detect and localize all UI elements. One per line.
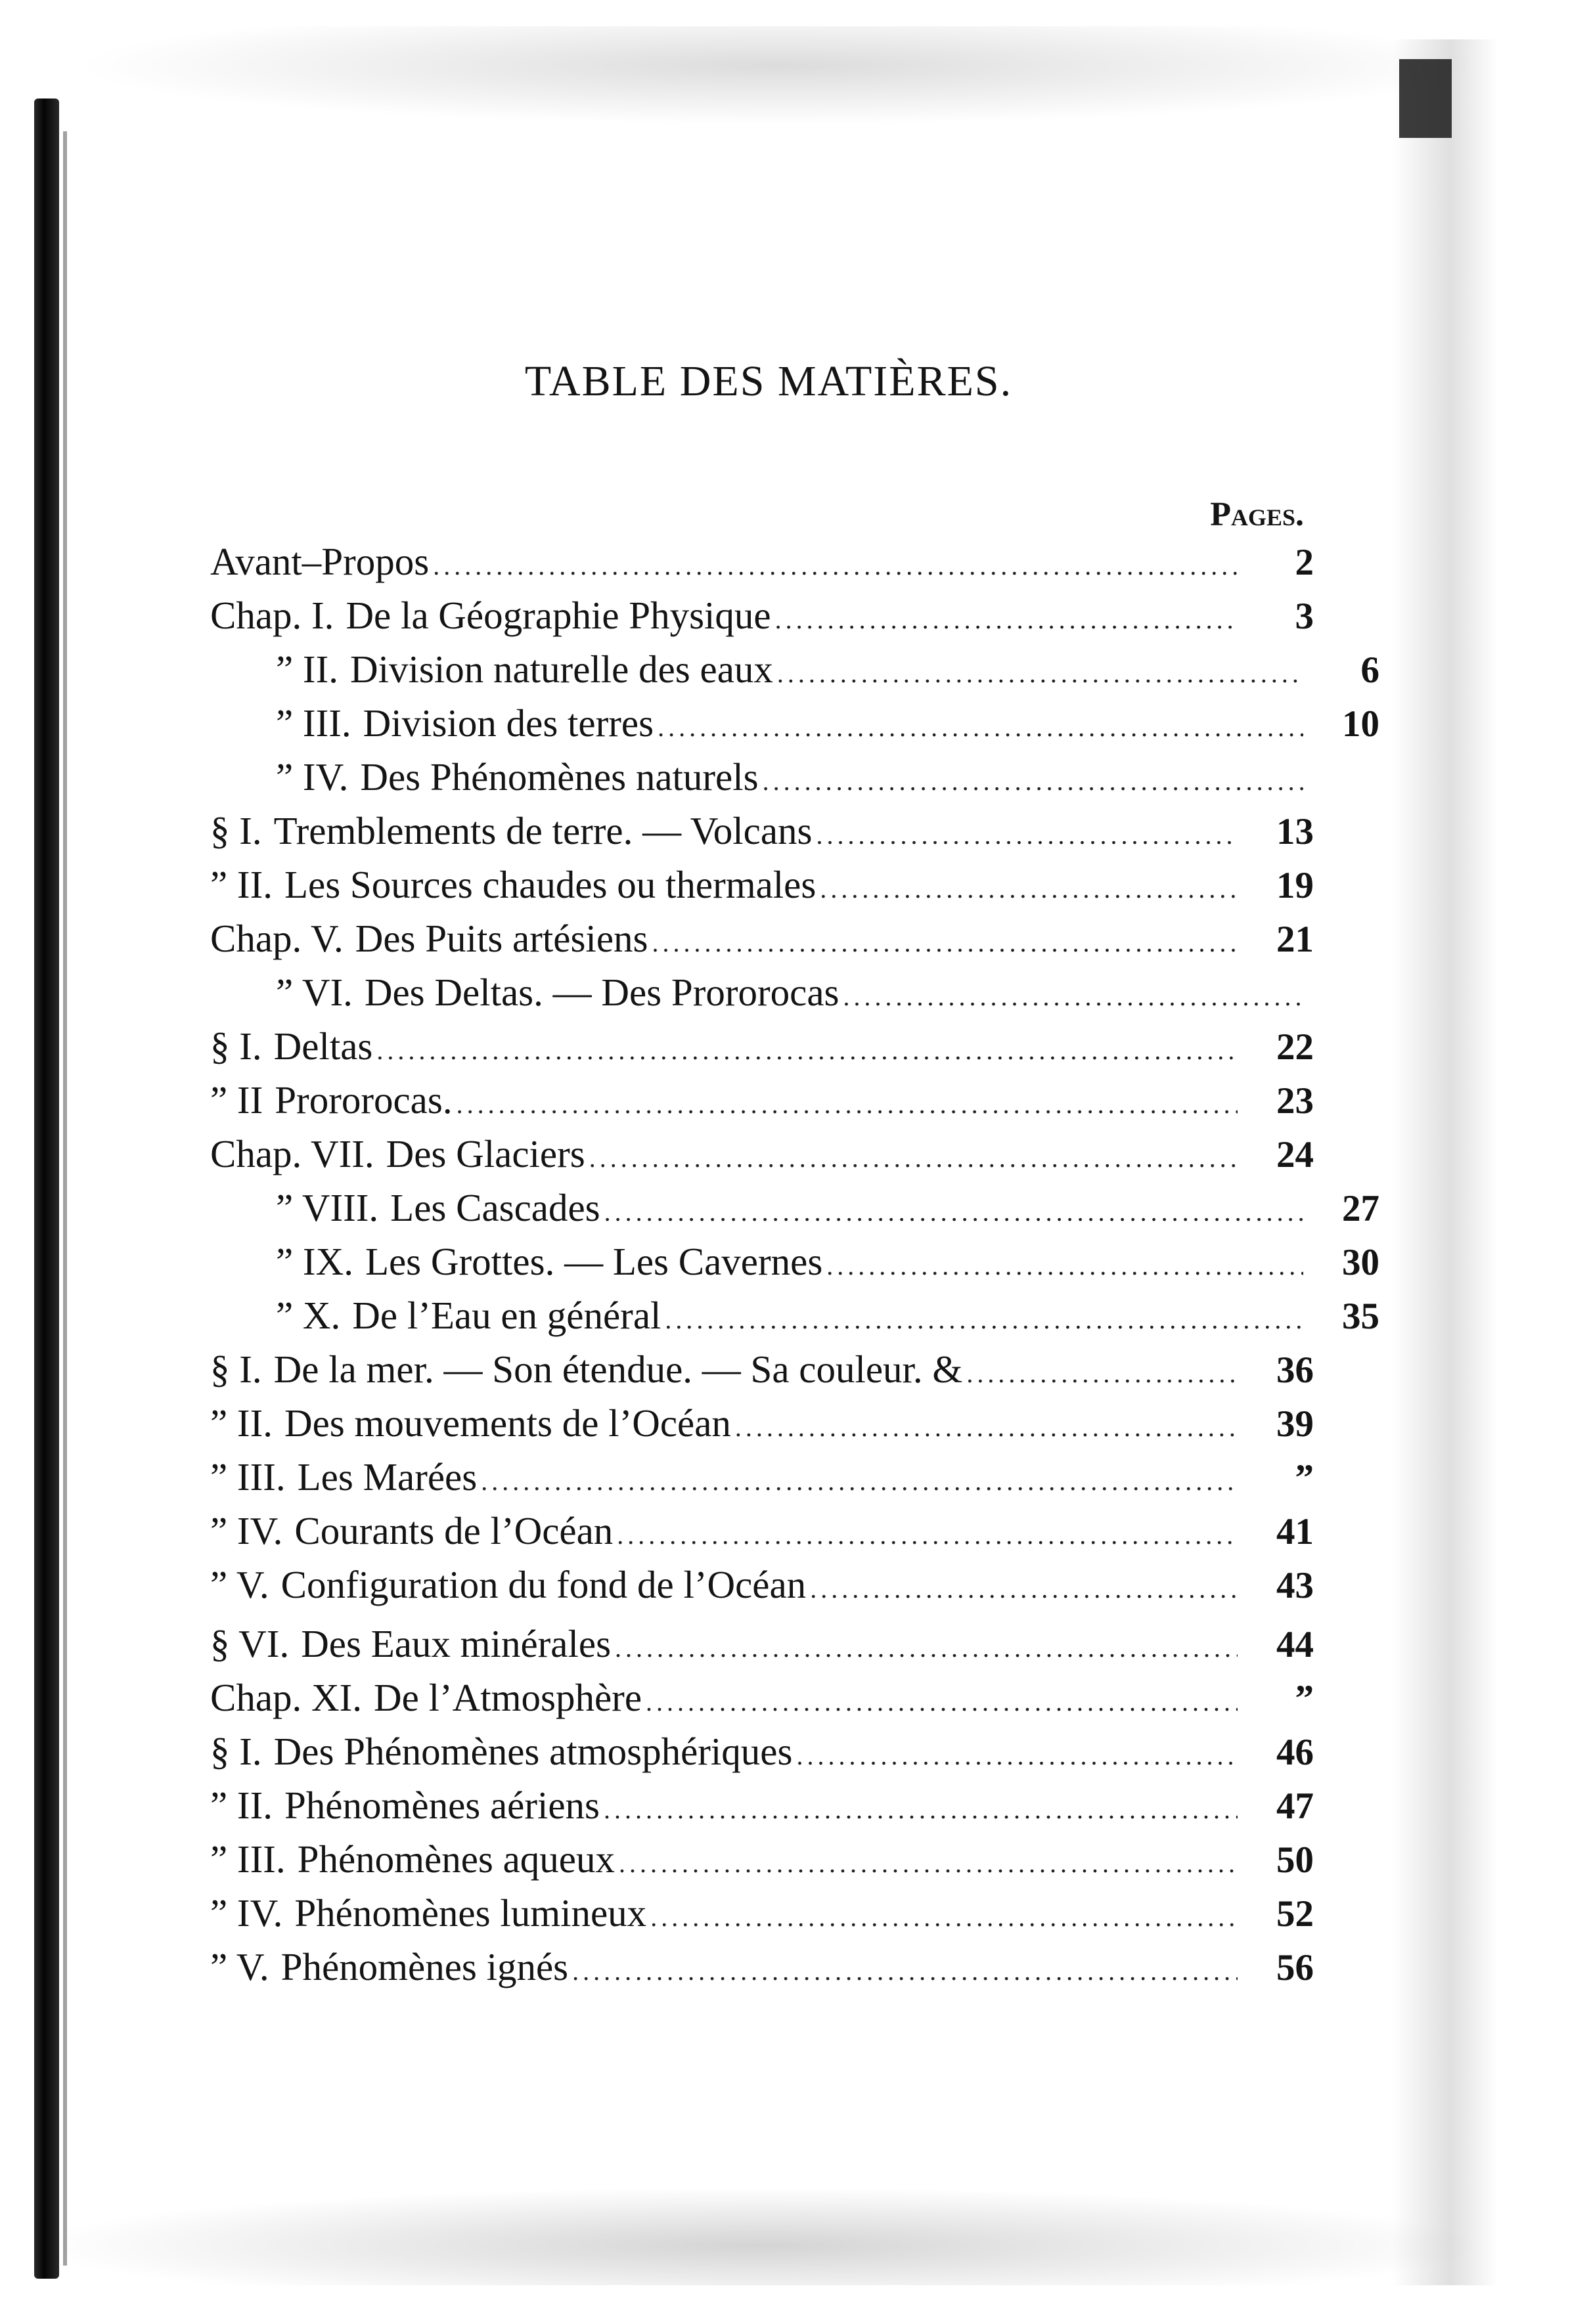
toc-entry-title: De l’Eau en général (352, 1294, 661, 1337)
toc-entry (210, 804, 1314, 857)
toc-entry-title: Prororocas. (275, 1078, 453, 1122)
dot-leader (735, 1401, 1238, 1454)
toc-entry (210, 1779, 1314, 1831)
toc-entry-number: ” VIII. (276, 1186, 379, 1229)
book-spine (34, 99, 59, 2279)
toc-entry-title: Division des terres (363, 701, 654, 745)
toc-entry-page-number: 47 (1276, 1786, 1314, 1827)
page-edge-bottom-wear (26, 2187, 1491, 2285)
dot-leader (775, 594, 1238, 646)
toc-entry (210, 1235, 1379, 1288)
toc-entry-page-number: 21 (1276, 919, 1314, 960)
toc-entry-title: Les Cascades (390, 1186, 600, 1229)
dot-leader (481, 1455, 1238, 1508)
toc-entry (210, 1128, 1314, 1180)
toc-entry-number: ” II (210, 1078, 263, 1122)
book-spine-shadow (63, 131, 67, 2266)
toc-entry (210, 1558, 1314, 1611)
toc-entry (210, 643, 1379, 695)
toc-entry (210, 1671, 1314, 1724)
toc-entry-number: ” II. (276, 647, 338, 691)
dot-leader (376, 1024, 1238, 1077)
toc-entry (210, 1397, 1314, 1449)
toc-entry (210, 858, 1314, 911)
toc-entry (210, 1940, 1314, 1993)
toc-entry-title: Des mouvements de l’Océan (284, 1401, 731, 1445)
corner-ink-mark (1399, 59, 1452, 138)
toc-entry (210, 535, 1314, 588)
toc-entry (210, 912, 1314, 965)
toc-entry-page-number: 10 (1342, 703, 1379, 745)
toc-entry-page-number: 22 (1276, 1026, 1314, 1068)
dot-leader (777, 647, 1303, 700)
toc-entry-page-number: 19 (1276, 865, 1314, 906)
toc-entry-number: ” II. (210, 1784, 273, 1827)
toc-entry (210, 1181, 1379, 1234)
dot-leader (966, 1348, 1238, 1400)
toc-entry-title: Phénomènes aqueux (297, 1837, 615, 1881)
toc-entry-page-number: ” (1295, 1457, 1314, 1499)
dot-leader (646, 1676, 1238, 1728)
toc-entry-page-number: 56 (1276, 1947, 1314, 1988)
toc-entry-title: Des Phénomènes naturels (360, 755, 759, 799)
dot-leader (763, 755, 1303, 808)
toc-entry-number: ” IX. (276, 1240, 353, 1283)
toc-entry-page-number: 23 (1276, 1080, 1314, 1122)
toc-entry-page-number: 24 (1276, 1134, 1314, 1175)
toc-entry-title: Des Puits artésiens (355, 917, 648, 960)
toc-entry-number: Chap. I. (210, 594, 334, 637)
dot-leader (810, 1563, 1238, 1615)
toc-entry-page-number: 52 (1276, 1893, 1314, 1935)
dot-leader (826, 1240, 1303, 1292)
toc-entry-page-number: 27 (1342, 1188, 1379, 1229)
dot-leader (843, 971, 1303, 1023)
toc-entry-page-number: ” (1295, 1678, 1314, 1719)
dot-leader (817, 809, 1238, 862)
toc-entry-title: Tremblements de terre. — Volcans (273, 809, 813, 852)
toc-entry-number: § I. (210, 1024, 262, 1068)
toc-entry-title: Des Phénomènes atmosphériques (273, 1730, 793, 1773)
dot-leader (604, 1784, 1238, 1836)
toc-entry (210, 1289, 1379, 1342)
toc-entry-page-number: 35 (1342, 1296, 1379, 1337)
toc-entry-page-number: 41 (1276, 1511, 1314, 1552)
dot-leader (617, 1509, 1238, 1562)
toc-entry-title: De l’Atmosphère (374, 1676, 642, 1719)
toc-entry-number: ” VI. (276, 971, 353, 1014)
toc-entry-page-number: 36 (1276, 1349, 1314, 1391)
toc-entry-number: ” IV. (210, 1509, 283, 1552)
dot-leader (665, 1294, 1303, 1346)
toc-entry-title: Des Deltas. — Des Prororocas (364, 971, 839, 1014)
toc-entry-number: ” II. (210, 863, 273, 906)
toc-entry-page-number: 46 (1276, 1732, 1314, 1773)
toc-entry (210, 1833, 1314, 1885)
toc-entry-title: Les Sources chaudes ou thermales (284, 863, 817, 906)
toc-entry-title: Phénomènes ignés (280, 1945, 569, 1988)
toc-entry-page-number: 43 (1276, 1565, 1314, 1606)
dot-leader (652, 917, 1238, 969)
toc-entry (210, 1343, 1314, 1395)
dot-leader (604, 1186, 1303, 1239)
toc-entry-title: Des Glaciers (386, 1132, 585, 1175)
toc-entry-page-number: 50 (1276, 1839, 1314, 1881)
toc-entry-number: Chap. XI. (210, 1676, 363, 1719)
toc-entry-page-number: 39 (1276, 1403, 1314, 1445)
toc-entry-number: ” IV. (276, 755, 349, 799)
toc-entry-title: De la Géographie Physique (346, 594, 771, 637)
toc-entry-number: ” III. (276, 701, 351, 745)
dot-leader (572, 1945, 1238, 1998)
toc-entry-number: ” III. (210, 1837, 286, 1881)
toc-entry-page-number: 3 (1295, 596, 1314, 637)
dot-leader (658, 701, 1303, 754)
toc-entry-title: Deltas (273, 1024, 373, 1068)
toc-entry (210, 1451, 1314, 1503)
toc-entry-title: Configuration du fond de l’Océan (280, 1563, 807, 1606)
toc-entry-title: Les Grottes. — Les Cavernes (365, 1240, 823, 1283)
toc-entry-number: ” V. (210, 1945, 269, 1988)
toc-entry-title: De la mer. — Son étendue. — Sa couleur. & (273, 1348, 963, 1391)
toc-entry-title: Les Marées (297, 1455, 478, 1499)
toc-entry-number: Chap. VII. (210, 1132, 374, 1175)
pages-column-header: Pages. (1210, 496, 1304, 533)
toc-entry (210, 1020, 1314, 1072)
toc-entry-title: Phénomènes aériens (284, 1784, 600, 1827)
toc-entry-number: ” IV. (210, 1891, 283, 1935)
dot-leader (820, 863, 1238, 915)
toc-entry-number: § I. (210, 809, 262, 852)
toc-entry-page-number: 13 (1276, 811, 1314, 852)
dot-leader (457, 1078, 1238, 1131)
toc-entry-page-number: 6 (1360, 649, 1379, 691)
dot-leader (615, 1622, 1238, 1675)
toc-entry-number: ” X. (276, 1294, 341, 1337)
dot-leader (619, 1837, 1238, 1890)
dot-leader (796, 1730, 1238, 1782)
toc-entry (210, 1887, 1314, 1939)
toc-entry (210, 1725, 1314, 1778)
toc-entry-number: § I. (210, 1730, 262, 1773)
toc-entry-number: ” II. (210, 1401, 273, 1445)
toc-entry-title: Phénomènes lumineux (294, 1891, 647, 1935)
toc-entry-title: Des Eaux minérales (301, 1622, 612, 1665)
page-edge-top-wear (72, 26, 1485, 125)
toc-entry-number: § VI. (210, 1622, 290, 1665)
toc-entry-number: Chap. V. (210, 917, 344, 960)
toc-entry-title: Courants de l’Océan (294, 1509, 614, 1552)
toc-entry-title: Division naturelle des eaux (349, 647, 773, 691)
toc-entry-page-number: 44 (1276, 1624, 1314, 1665)
toc-entry-number: § I. (210, 1348, 262, 1391)
page-title: TABLE DES MATIÈRES. (524, 357, 1013, 405)
toc-entry (210, 966, 1379, 1019)
toc-entry (210, 751, 1379, 803)
toc-entry-title: Avant–Propos (210, 540, 430, 583)
toc-entry (210, 697, 1379, 749)
dot-leader (589, 1132, 1238, 1185)
dot-leader (433, 540, 1238, 592)
toc-entry-page-number: 2 (1295, 542, 1314, 583)
toc-entry-number: ” V. (210, 1563, 269, 1606)
toc-entry (210, 1074, 1314, 1126)
toc-entry (210, 1617, 1314, 1670)
toc-entry-number: ” III. (210, 1455, 286, 1499)
toc-entry-page-number: 30 (1342, 1242, 1379, 1283)
dot-leader (650, 1891, 1238, 1944)
toc-entry (210, 589, 1314, 642)
toc-entry (210, 1504, 1314, 1557)
